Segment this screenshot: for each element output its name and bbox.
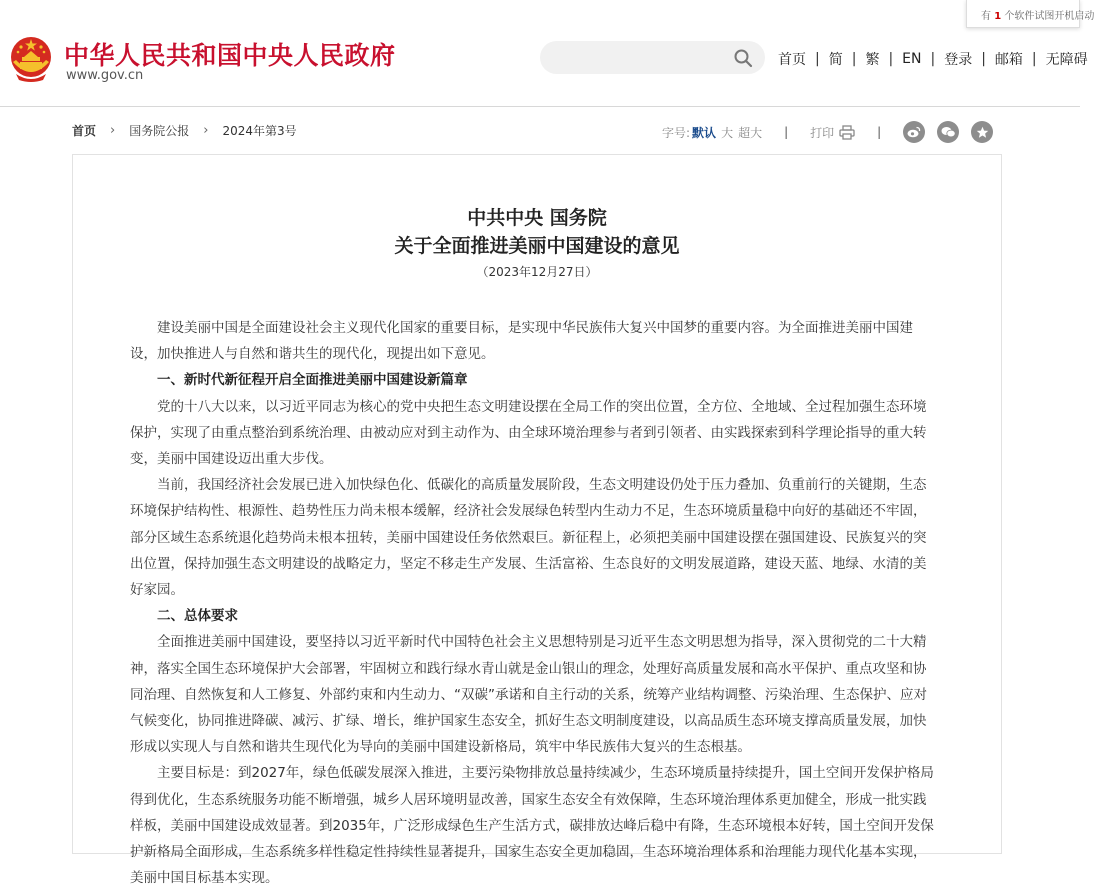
print-button[interactable] [810,124,855,141]
section-heading: 二、总体要求 [157,608,238,625]
favorite-button[interactable] [971,121,993,143]
search-input[interactable] [554,46,724,68]
nav-login[interactable]: 登录 [944,52,973,68]
tool-divider: | [877,125,882,139]
article-title-issuer: 中共中央 国务院 [467,207,607,229]
chevron-right-icon: › [203,123,209,138]
star-icon [976,126,989,139]
breadcrumb-bulletin[interactable]: 国务院公报 [129,124,190,138]
nav-separator: | [888,51,894,67]
startup-notification[interactable] [966,0,1095,28]
article-card [72,154,1002,887]
font-size-xlarge[interactable]: 超大 [738,125,763,140]
national-emblem-icon [10,36,52,82]
paragraph: 全面推进美丽中国建设，要坚持以习近平新时代中国特色社会主义思想特别是习近平生态文明思想为指导，深入贯彻党的二十大精神，落实全国生态环境保护大会部署，牢固树立和践行绿水青山就是金山银山的理念，处理好高质量发展和高水平保护、重点攻坚和协同治理、自然恢复和人工修复、外部约束和内生动力、“双碳”承诺和自主行动的关系，统筹产业结构调整、污染治理、生态保护、应对气候变化，协同推进降碳、减污、扩绿、增长，维护国家生态安全，抓好生态文明制度建设，以高品质生态环境支撑高质量发展，加快形成以实现人与自然和谐共生现代化为导向的美丽中国建设新格局，筑牢中华民族伟大复兴的生态根基。 [130,634,927,756]
nav-english[interactable]: EN [902,51,922,67]
wechat-icon [941,126,956,138]
nav-simplified[interactable]: 简 [828,52,843,68]
breadcrumb [72,122,297,139]
nav-accessibility[interactable]: 无障碍 [1045,52,1088,68]
site-title[interactable]: 中华人民共和国中央人民政府 [64,41,396,70]
font-size-label: 字号: [662,125,691,140]
nav-separator: | [851,51,857,67]
nav-mail[interactable]: 邮箱 [994,52,1023,68]
paragraph: 党的十八大以来，以习近平同志为核心的党中央把生态文明建设摆在全局工作的突出位置，全方位、全地域、全过程加强生态环境保护，实现了由重点整治到系统治理、由被动应对到主动作为、由全球环境治理参与者到引领者、由实践探索到科学理论指导的重大转变，美丽中国建设迈出重大步伐。 [130,398,927,468]
nav-separator: | [981,51,986,67]
article-title: 关于全面推进美丽中国建设的意见 [394,235,680,257]
search-box [540,41,765,74]
popup-prefix: 有 [981,11,991,22]
nav-separator: | [1031,51,1037,67]
article-tools [662,121,993,143]
paragraph: 主要目标是：到2027年，绿色低碳发展深入推进，主要污染物排放总量持续减少，生态环境质量持续提升，国土空间开发保护格局得到优化，生态系统服务功能不断增强，城乡人居环境明显改善，国家生态安全有效保障，生态环境治理体系更加健全，形成一批实践样板，美丽中国建设成效显著。到2035年，广泛形成绿色生产生活方式，碳排放达峰后稳中有降，生态环境根本好转，国土空间开发保护新格局全面形成，生态系统多样性稳定性持续性显著提升，国家生态安全更加稳固，生态环境治理体系和治理能力现代化基本实现，美丽中国目标基本实现。 [130,765,934,887]
font-size-default[interactable]: 默认 [692,125,717,140]
site-header [0,0,1088,107]
nav-home[interactable]: 首页 [778,52,806,68]
site-url: www.gov.cn [66,68,144,83]
article-body [130,315,937,891]
nav-traditional[interactable]: 繁 [865,52,880,68]
share-buttons [903,121,993,143]
printer-icon [839,125,855,140]
breadcrumb-home[interactable]: 首页 [72,124,97,138]
weibo-icon [907,126,921,138]
paragraph: 建设美丽中国是全面建设社会主义现代化国家的重要目标，是实现中华民族伟大复兴中国梦的重要内容。为全面推进美丽中国建设，加快推进人与自然和谐共生的现代化，现提出如下意见。 [130,320,913,363]
popup-suffix: 个软件试图开机启动 [1004,11,1095,22]
nav-separator: | [930,51,936,67]
chevron-right-icon: › [110,123,116,138]
print-label: 打印 [810,125,835,140]
tool-divider: | [784,125,789,139]
wechat-share-button[interactable] [937,121,959,143]
paragraph: 当前，我国经济社会发展已进入加快绿色化、低碳化的高质量发展阶段，生态文明建设仍处于压力叠加、负重前行的关键期，生态环境保护结构性、根源性、趋势性压力尚未根本缓解，经济社会发展绿色转型内生动力不足，生态环境质量稳中向好的基础还不牢固，部分区域生态系统退化趋势尚未根本扭转，美丽中国建设任务依然艰巨。新征程上，必须把美丽中国建设摆在强国建设、民族复兴的突出位置，保持加强生态文明建设的战略定力，坚定不移走生产发展、生活富裕、生态良好的文明发展道路，建设天蓝、地绿、水清的美好家园。 [130,477,927,599]
top-nav [778,49,1097,69]
section-heading: 一、新时代新征程开启全面推进美丽中国建设新篇章 [157,372,468,389]
search-icon[interactable] [733,48,753,68]
nav-separator: | [815,51,820,67]
font-size-large[interactable]: 大 [721,125,734,140]
breadcrumb-issue[interactable]: 2024年第3号 [222,124,297,138]
article-date: （2023年12月27日） [476,265,598,279]
weibo-share-button[interactable] [903,121,925,143]
popup-count: 1 [994,11,1002,22]
